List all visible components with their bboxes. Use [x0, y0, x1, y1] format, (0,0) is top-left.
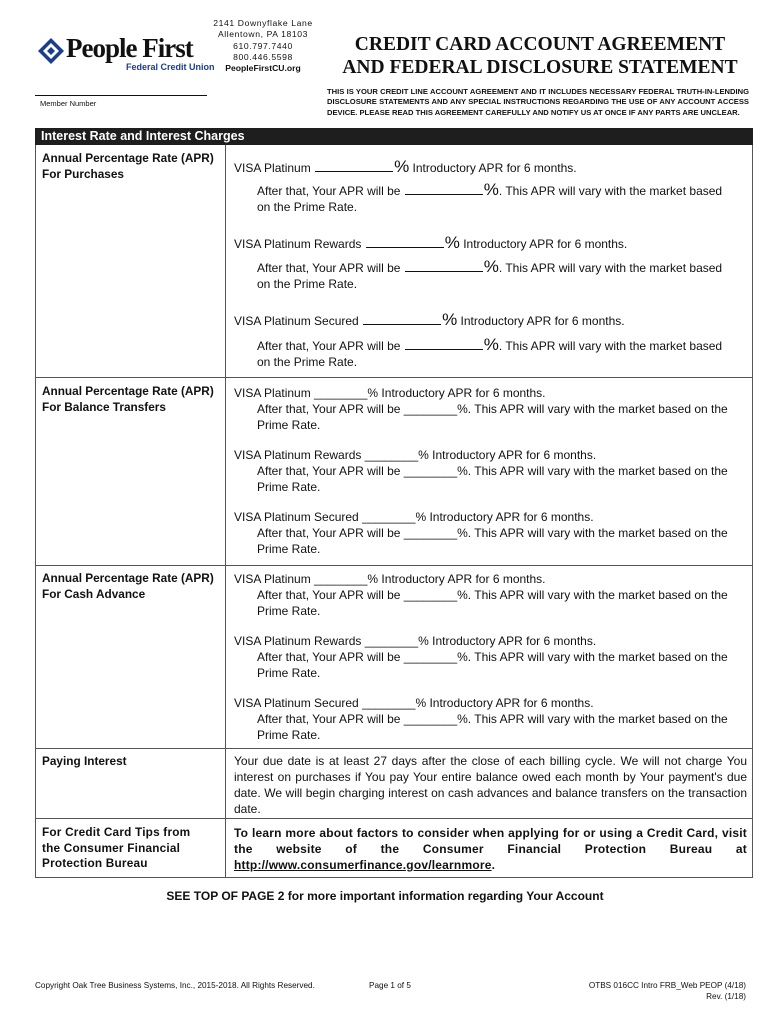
- purchases-item-secured: [234, 312, 625, 329]
- cfpb-link[interactable]: http://www.consumerfinance.gov/learnmore: [234, 858, 492, 872]
- phone-line: 800.446.5598: [233, 51, 293, 62]
- footer-page-number: Page 1 of 5: [369, 981, 411, 990]
- percent-sign: %: [444, 233, 460, 252]
- cash-advance-item-line: VISA Platinum Rewards ________% Introductory APR for 6 months.: [234, 634, 597, 648]
- prime-text: on the Prime Rate.: [257, 355, 358, 369]
- revision: Rev. (1/18): [706, 991, 746, 1001]
- website: PeopleFirstCU.org: [225, 63, 301, 74]
- see-top-of-page-2: SEE TOP OF PAGE 2 for more important information regarding Your Account: [166, 889, 604, 903]
- apr-blank[interactable]: [405, 184, 483, 195]
- cfpb-period: .: [491, 858, 496, 872]
- member-number-field[interactable]: [35, 95, 207, 96]
- apr-blank[interactable]: [405, 261, 483, 272]
- column-divider: [225, 145, 226, 878]
- cash-advance-item-line: VISA Platinum Secured ________% Introductory APR for 6 months.: [234, 696, 594, 710]
- label-line: For Purchases: [42, 166, 124, 181]
- vary-text: . This APR will vary with the market based: [498, 339, 723, 353]
- cash-advance-item-after: After that, Your APR will be ________%. This APR will vary with the market based on the Prime Rate.: [257, 650, 728, 680]
- address-line: 2141 Downyflake Lane: [213, 18, 313, 28]
- title-line-1: CREDIT CARD ACCOUNT AGREEMENT: [354, 34, 726, 55]
- apr-blank[interactable]: [363, 314, 441, 325]
- purchases-apr-label: [42, 151, 222, 182]
- intro-text: Introductory APR for 6 months.: [459, 237, 628, 251]
- cash-advance-item-after: After that, Your APR will be ________%. This APR will vary with the market based on the Prime Rate.: [257, 712, 728, 742]
- prime-text: on the Prime Rate.: [257, 277, 358, 291]
- purchases-item-platinum-after: [257, 182, 749, 215]
- row-divider: [35, 377, 753, 378]
- purchases-item-rewards: [234, 235, 627, 252]
- form-id: OTBS 016CC Intro FRB_Web PEOP (4/18): [588, 981, 746, 990]
- logo-subtitle: Federal Credit Union: [126, 62, 215, 72]
- section-header: Interest Rate and Interest Charges: [35, 128, 753, 145]
- card-name: VISA Platinum: [234, 161, 311, 175]
- people-first-logo-icon: [38, 38, 64, 64]
- label-line: Annual Percentage Rate (APR): [42, 571, 214, 585]
- percent-sign: %: [442, 310, 458, 329]
- phone-line: 610.797.7440: [233, 40, 293, 51]
- paying-interest-text: Your due date is at least 27 days after the close of each billing cycle. We will not charge You interest on purchases if You pay Your entire balance owed each month by Your payment's due date. We will begin charging interest on cash advances and balance transfers on the transaction date.: [234, 754, 747, 816]
- balance-transfers-apr-label: [42, 384, 222, 415]
- percent-sign: %: [483, 180, 499, 199]
- card-name: VISA Platinum Rewards: [234, 237, 362, 251]
- after-text: After that, Your APR will be: [257, 339, 401, 353]
- footer-copyright: Copyright Oak Tree Business Systems, Inc., 2015-2018. All Rights Reserved.: [35, 981, 315, 990]
- prime-text: on the Prime Rate.: [257, 200, 358, 214]
- member-number-label: Member Number: [40, 99, 97, 108]
- logo-name: People First: [66, 33, 193, 63]
- apr-blank[interactable]: [366, 237, 444, 248]
- label-line: Annual Percentage Rate (APR): [42, 384, 214, 398]
- cash-advance-item-line: VISA Platinum ________% Introductory APR for 6 months.: [234, 572, 546, 586]
- purchases-item-secured-after: [257, 337, 749, 370]
- purchases-item-platinum: [234, 159, 577, 176]
- percent-sign: %: [483, 335, 499, 354]
- balance-transfer-item-after: After that, Your APR will be ________%. This APR will vary with the market based on the Prime Rate.: [257, 526, 728, 556]
- percent-sign: %: [394, 157, 410, 176]
- label-line: Annual Percentage Rate (APR): [42, 151, 214, 165]
- logo: [38, 33, 215, 76]
- row-divider: [35, 565, 753, 566]
- paying-interest-label: Paying Interest: [42, 754, 127, 768]
- balance-transfer-item-line: VISA Platinum ________% Introductory APR for 6 months.: [234, 386, 546, 400]
- cash-advance-item-after: After that, Your APR will be ________%. This APR will vary with the market based on the Prime Rate.: [257, 588, 728, 618]
- apr-blank[interactable]: [405, 339, 483, 350]
- balance-transfer-item-line: VISA Platinum Secured ________% Introductory APR for 6 months.: [234, 510, 594, 524]
- title-line-2: AND FEDERAL DISCLOSURE STATEMENT: [342, 57, 738, 78]
- balance-transfer-item-line: VISA Platinum Rewards ________% Introductory APR for 6 months.: [234, 448, 597, 462]
- label-line: For Cash Advance: [42, 586, 146, 601]
- vary-text: . This APR will vary with the market based: [498, 261, 723, 275]
- cfpb-body: To learn more about factors to consider when applying for or using a Credit Card, visit the website of the Consumer Financial Protection Bureau at: [234, 826, 747, 856]
- percent-sign: %: [483, 257, 499, 276]
- cfpb-text: [234, 825, 747, 873]
- agreement-notice: THIS IS YOUR CREDIT LINE ACCOUNT AGREEMENT AND IT INCLUDES NECESSARY FEDERAL TRUTH-IN-LENDING DISCLOSURE STATEMENTS AND ANY SPECIAL INSTRUCTIONS REGARDING THE USE OF ANY ACCOUNT ACCESS DEVICE. PLEASE READ THIS AGREEMENT CAREFULLY AND NOTIFY US AT ONCE IF ANY PARTS ARE UNCLEAR.: [327, 87, 749, 117]
- address-block: [212, 18, 314, 74]
- card-name: VISA Platinum Secured: [234, 314, 359, 328]
- vary-text: . This APR will vary with the market based: [498, 184, 723, 198]
- row-divider: [35, 748, 753, 749]
- balance-transfer-item-after: After that, Your APR will be ________%. This APR will vary with the market based on the Prime Rate.: [257, 402, 728, 432]
- address-line: Allentown, PA 18103: [217, 29, 309, 40]
- intro-text: Introductory APR for 6 months.: [409, 161, 577, 175]
- row-divider: [35, 818, 753, 819]
- label-line: For Balance Transfers: [42, 399, 166, 414]
- document-title: [326, 33, 754, 79]
- balance-transfer-item-after: After that, Your APR will be ________%. This APR will vary with the market based on the Prime Rate.: [257, 464, 728, 494]
- purchases-item-rewards-after: [257, 259, 749, 292]
- cash-advance-apr-label: [42, 571, 222, 602]
- intro-text: Introductory APR for 6 months.: [457, 314, 625, 328]
- after-text: After that, Your APR will be: [257, 184, 401, 198]
- after-text: After that, Your APR will be: [257, 261, 401, 275]
- cfpb-label: For Credit Card Tips from the Consumer Financial Protection Bureau: [42, 825, 191, 870]
- apr-blank[interactable]: [315, 161, 393, 172]
- footer-form-id: [520, 981, 746, 1002]
